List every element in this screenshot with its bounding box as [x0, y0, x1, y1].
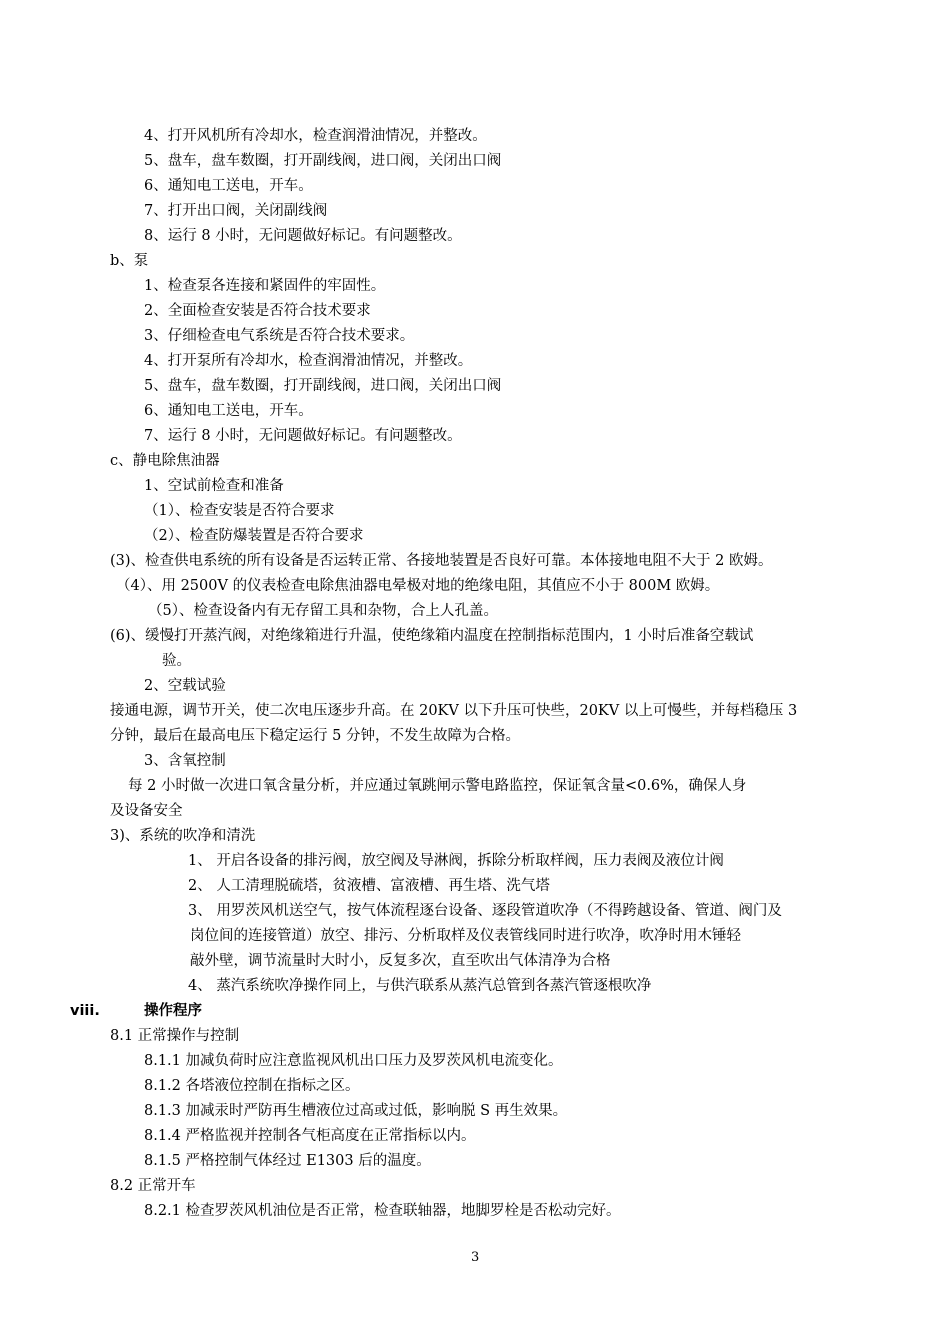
- text-line: 8.1.1 加减负荷时应注意监视风机出口压力及罗茨风机电流变化。: [144, 1053, 563, 1069]
- text-line: 6、通知电工送电，开车。: [144, 178, 313, 194]
- text-line: 1、空试前检查和准备: [144, 478, 284, 494]
- text-line: (6)、缓慢打开蒸汽阀，对绝缘箱进行升温，使绝缘箱内温度在控制指标范围内，1 小时后准备空载试: [110, 628, 754, 644]
- text-line: 1、检查泵各连接和紧固件的牢固性。: [144, 278, 386, 294]
- list-item: 1、 开启各设备的排污阀，放空阀及导淋阀，拆除分析取样阀，压力表阀及液位计阀: [188, 853, 724, 869]
- text-line: 7、打开出口阀，关闭副线阀: [144, 203, 328, 219]
- text-line: 验。: [162, 653, 191, 669]
- text-line: 及设备安全: [110, 803, 183, 819]
- text-line: 3、含氧控制: [144, 753, 226, 769]
- text-line: 8.1.3 加减汞时严防再生槽液位过高或过低，影响脱 S 再生效果。: [144, 1103, 568, 1119]
- list-item: 2、 人工清理脱硫塔，贫液槽、富液槽、再生塔、洗气塔: [188, 878, 550, 894]
- section-numeral: viii.: [70, 1003, 100, 1019]
- text-line: 接通电源，调节开关，使二次电压逐步升高。在 20KV 以下升压可快些，20KV 以上可慢些，并每档稳压 3: [110, 703, 798, 719]
- text-line: （5）、检查设备内有无存留工具和杂物，合上人孔盖。: [148, 603, 498, 619]
- subsection-heading: b、泵: [110, 253, 149, 269]
- text-line: （1）、检查安装是否符合要求: [144, 503, 335, 519]
- subsection-heading: 8.2 正常开车: [110, 1178, 196, 1194]
- text-line: 分钟，最后在最高电压下稳定运行 5 分钟，不发生故障为合格。: [110, 728, 520, 744]
- text-line: 6、通知电工送电，开车。: [144, 403, 313, 419]
- page-number: 3: [471, 1250, 480, 1265]
- section-title: 操作程序: [144, 1003, 202, 1019]
- text-line: 每 2 小时做一次进口氧含量分析，并应通过氧跳闸示警电路监控，保证氧含量<0.6%，确保人身: [128, 778, 747, 794]
- text-line: (3)、检查供电系统的所有设备是否运转正常、各接地装置是否良好可靠。本体接地电阻不大于 2 欧姆。: [110, 553, 773, 569]
- subsection-heading: c、静电除焦油器: [110, 453, 220, 469]
- text-line: 8.1.5 严格控制气体经过 E1303 后的温度。: [144, 1153, 431, 1169]
- text-line: 8.1.2 各塔液位控制在指标之区。: [144, 1078, 360, 1094]
- list-item: 3、 用罗茨风机送空气，按气体流程逐台设备、逐段管道吹净（不得跨越设备、管道、阀门及: [188, 903, 782, 919]
- list-item-continuation: 敲外壁，调节流量时大时小，反复多次，直至吹出气体清净为合格: [190, 953, 611, 969]
- subsection-heading: 8.1 正常操作与控制: [110, 1028, 240, 1044]
- text-line: 5、盘车，盘车数圈，打开副线阀，进口阀，关闭出口阀: [144, 378, 502, 394]
- text-line: 8.2.1 检查罗茨风机油位是否正常，检查联轴器，地脚罗栓是否松动完好。: [144, 1203, 621, 1219]
- text-line: 4、打开泵所有冷却水，检查润滑油情况，并整改。: [144, 353, 473, 369]
- text-line: 4、打开风机所有冷却水，检查润滑油情况，并整改。: [144, 128, 487, 144]
- list-item: 4、 蒸汽系统吹净操作同上，与供汽联系从蒸汽总管到各蒸汽管逐根吹净: [188, 978, 652, 994]
- text-line: 2、全面检查安装是否符合技术要求: [144, 303, 371, 319]
- text-line: 8、运行 8 小时，无问题做好标记。有问题整改。: [144, 228, 462, 244]
- text-line: 8.1.4 严格监视并控制各气柜高度在正常指标以内。: [144, 1128, 476, 1144]
- text-line: 5、盘车，盘车数圈，打开副线阀，进口阀，关闭出口阀: [144, 153, 502, 169]
- text-line: （4）、用 2500V 的仪表检查电除焦油器电晕极对地的绝缘电阻，其值应不小于 800M 欧姆。: [116, 578, 720, 594]
- subsection-heading: 3)、系统的吹净和清洗: [110, 828, 256, 844]
- text-line: 2、空载试验: [144, 678, 226, 694]
- text-line: 7、运行 8 小时，无问题做好标记。有问题整改。: [144, 428, 462, 444]
- text-line: 3、仔细检查电气系统是否符合技术要求。: [144, 328, 415, 344]
- list-item-continuation: 岗位间的连接管道）放空、排污、分析取样及仪表管线同时进行吹净，吹净时用木锤轻: [190, 928, 741, 944]
- text-line: （2）、检查防爆装置是否符合要求: [144, 528, 364, 544]
